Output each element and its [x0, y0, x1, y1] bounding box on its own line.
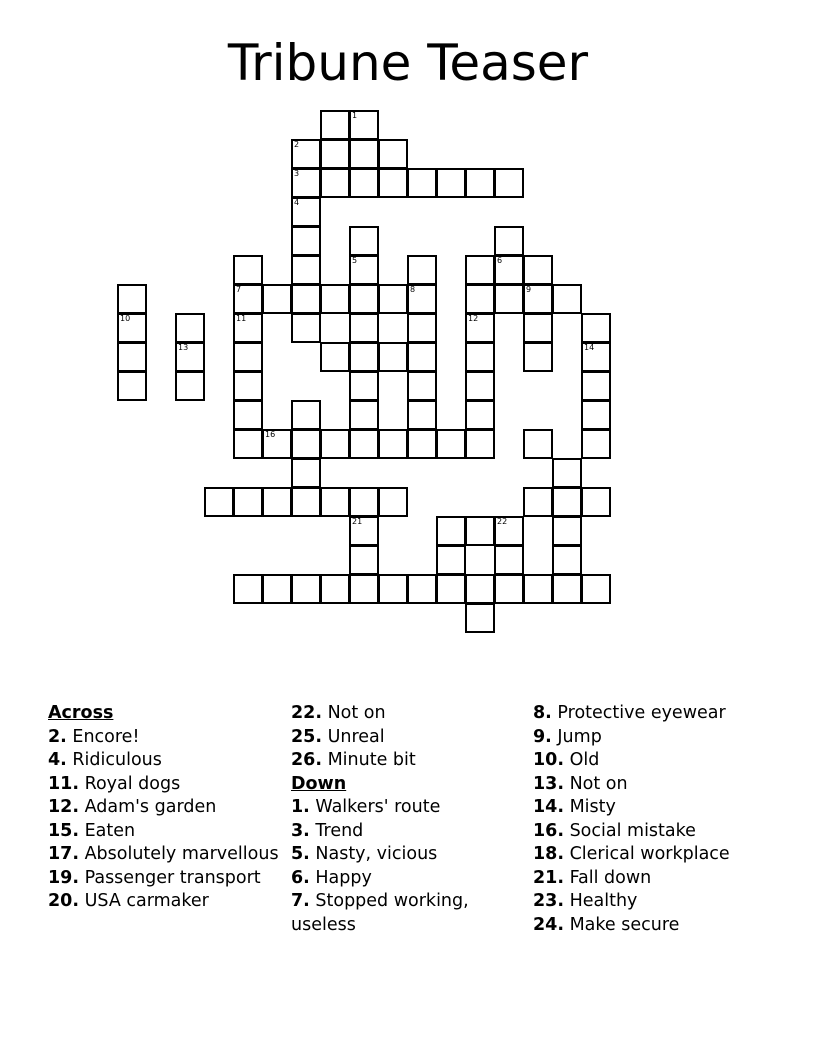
grid-cell[interactable] — [349, 516, 379, 546]
clue-item-text: Stopped working, useless — [291, 891, 469, 935]
grid-cell[interactable] — [320, 284, 350, 314]
clue-item — [48, 749, 284, 773]
clue-item-number: 26. — [291, 750, 323, 770]
clue-item-number: 14. — [533, 797, 565, 817]
grid-cell[interactable] — [581, 313, 611, 343]
clue-number: 11 — [236, 314, 247, 323]
grid-cell[interactable] — [436, 168, 466, 198]
grid-cell[interactable] — [494, 226, 524, 256]
grid-cell[interactable] — [117, 342, 147, 372]
clue-item-text: Absolutely marvellous — [79, 844, 279, 864]
clue-item — [291, 796, 527, 820]
clue-number: 13 — [178, 343, 189, 352]
clue-item-number: 8. — [533, 703, 552, 723]
grid-cell[interactable] — [291, 400, 321, 430]
grid-cell[interactable] — [407, 429, 437, 459]
clue-item-text: Walkers' route — [309, 797, 441, 817]
grid-cell[interactable] — [436, 545, 466, 575]
grid-cell[interactable] — [291, 313, 321, 343]
grid-cell[interactable] — [349, 284, 379, 314]
grid-cell[interactable] — [262, 429, 292, 459]
clue-item — [291, 726, 527, 750]
clue-item-text: Trend — [309, 820, 364, 841]
grid-cell[interactable] — [407, 371, 437, 401]
grid-cell[interactable] — [378, 429, 408, 459]
clue-item — [533, 914, 773, 938]
grid-cell[interactable] — [291, 574, 321, 604]
clue-number: 10 — [120, 314, 131, 323]
clue-number: 1 — [352, 111, 358, 120]
grid-cell[interactable] — [320, 429, 350, 459]
grid-cell[interactable] — [291, 284, 321, 314]
grid-cell[interactable] — [494, 516, 524, 546]
clue-item-text: Happy — [309, 867, 372, 888]
grid-cell[interactable] — [465, 603, 495, 633]
clue-item-number: 19. — [48, 867, 80, 888]
clue-item-number: 21. — [533, 867, 565, 888]
grid-cell[interactable] — [581, 429, 611, 459]
grid-cell[interactable] — [552, 284, 582, 314]
clue-item — [48, 843, 284, 867]
grid-cell[interactable] — [320, 110, 350, 140]
grid-cell[interactable] — [378, 487, 408, 517]
clue-item-number: 1. — [291, 797, 310, 817]
grid-cell[interactable] — [465, 429, 495, 459]
grid-cell[interactable] — [349, 313, 379, 343]
grid-cell[interactable] — [291, 226, 321, 256]
clue-item — [291, 749, 527, 773]
clue-item — [291, 867, 527, 891]
grid-cell[interactable] — [407, 400, 437, 430]
clue-item-number: 3. — [291, 820, 310, 841]
clue-item-number: 12. — [48, 797, 80, 817]
grid-cell[interactable] — [523, 429, 553, 459]
grid-cell[interactable] — [378, 342, 408, 372]
grid-cell[interactable] — [523, 313, 553, 343]
clue-item-text: Unreal — [322, 726, 385, 747]
clue-item — [48, 867, 284, 891]
clue-item-text: Not on — [322, 703, 386, 723]
grid-cell[interactable] — [233, 574, 263, 604]
grid-cell[interactable] — [117, 371, 147, 401]
grid-cell[interactable] — [262, 487, 292, 517]
clue-item — [48, 820, 284, 844]
clue-item-number: 9. — [533, 726, 552, 747]
clue-number: 22 — [497, 517, 508, 526]
grid-cell[interactable] — [320, 139, 350, 169]
clue-number: 9 — [526, 285, 532, 294]
grid-cell[interactable] — [320, 487, 350, 517]
grid-cell[interactable] — [175, 342, 205, 372]
clue-item-number: 6. — [291, 867, 310, 888]
clue-item-text: Jump — [551, 726, 602, 747]
clue-item — [291, 820, 527, 844]
clue-item-number: 23. — [533, 891, 565, 911]
clue-number: 21 — [352, 517, 363, 526]
grid-cell[interactable] — [378, 139, 408, 169]
clue-item — [48, 773, 284, 797]
clue-item-text: Protective eyewear — [551, 703, 726, 723]
grid-cell[interactable] — [233, 400, 263, 430]
clue-number: 2 — [294, 140, 300, 149]
clue-number: 14 — [584, 343, 595, 352]
clue-item-text: Social mistake — [564, 820, 696, 841]
grid-cell[interactable] — [494, 284, 524, 314]
clue-item-number: 5. — [291, 844, 310, 864]
grid-cell[interactable] — [552, 545, 582, 575]
clue-item — [48, 796, 284, 820]
clue-item — [533, 749, 773, 773]
clue-item-number: 10. — [533, 750, 565, 770]
grid-cell[interactable] — [233, 429, 263, 459]
clue-item-text: Not on — [564, 773, 628, 794]
grid-cell[interactable] — [349, 487, 379, 517]
clue-item-text: Passenger transport — [79, 867, 261, 888]
clue-item-text: Minute bit — [322, 750, 416, 770]
grid-cell[interactable] — [436, 429, 466, 459]
grid-cell[interactable] — [175, 371, 205, 401]
grid-cell[interactable] — [378, 284, 408, 314]
grid-cell[interactable] — [349, 429, 379, 459]
grid-cell[interactable] — [233, 487, 263, 517]
clue-number: 12 — [468, 314, 479, 323]
clue-number: 5 — [352, 256, 358, 265]
clue-item-text: Healthy — [564, 891, 638, 911]
grid-cell[interactable] — [581, 371, 611, 401]
grid-cell[interactable] — [407, 284, 437, 314]
grid-cell[interactable] — [465, 371, 495, 401]
grid-cell[interactable] — [552, 458, 582, 488]
grid-cell[interactable] — [465, 516, 495, 546]
clue-item-text: Clerical workplace — [564, 844, 730, 864]
grid-cell[interactable] — [465, 342, 495, 372]
grid-cell[interactable] — [523, 284, 553, 314]
grid-cell[interactable] — [465, 400, 495, 430]
clue-item-text: Make secure — [564, 914, 680, 935]
grid-cell[interactable] — [291, 255, 321, 285]
clue-item — [291, 890, 527, 937]
clue-item-text: Nasty, vicious — [309, 844, 438, 864]
clue-number: 4 — [294, 198, 300, 207]
clue-number: 6 — [497, 256, 503, 265]
clue-item-text: USA carmaker — [79, 891, 209, 911]
grid-cell[interactable] — [581, 342, 611, 372]
grid-cell[interactable] — [494, 545, 524, 575]
grid-cell[interactable] — [349, 139, 379, 169]
grid-cell[interactable] — [523, 574, 553, 604]
clue-item-text: Ridiculous — [66, 750, 162, 770]
grid-cell[interactable] — [523, 255, 553, 285]
clue-item — [533, 796, 773, 820]
clue-item — [291, 843, 527, 867]
grid-cell[interactable] — [320, 168, 350, 198]
grid-cell[interactable] — [494, 255, 524, 285]
grid-cell[interactable] — [291, 168, 321, 198]
clue-item-number: 13. — [533, 773, 565, 794]
clue-item-number: 7. — [291, 891, 310, 911]
clue-item-number: 20. — [48, 891, 80, 911]
grid-cell[interactable] — [291, 487, 321, 517]
grid-cell[interactable] — [204, 487, 234, 517]
clue-number: 8 — [410, 285, 416, 294]
clue-column-2 — [291, 702, 527, 937]
grid-cell[interactable] — [349, 400, 379, 430]
clue-item-text: Old — [564, 750, 600, 770]
clue-item-number: 15. — [48, 820, 80, 841]
clue-item — [533, 843, 773, 867]
grid-cell[interactable] — [436, 574, 466, 604]
grid-cell[interactable] — [291, 458, 321, 488]
grid-cell[interactable] — [349, 226, 379, 256]
grid-cell[interactable] — [494, 168, 524, 198]
clue-item-number: 4. — [48, 750, 67, 770]
clue-number: 16 — [265, 430, 276, 439]
grid-cell[interactable] — [349, 110, 379, 140]
grid-cell[interactable] — [349, 168, 379, 198]
section-heading: Down — [291, 773, 347, 794]
grid-cell[interactable] — [349, 574, 379, 604]
grid-cell[interactable] — [581, 487, 611, 517]
grid-cell[interactable] — [494, 574, 524, 604]
clue-column-1 — [48, 702, 284, 914]
grid-cell[interactable] — [407, 574, 437, 604]
grid-cell[interactable] — [117, 313, 147, 343]
grid-cell[interactable] — [233, 284, 263, 314]
clue-number: 7 — [236, 285, 242, 294]
clue-item-number: 18. — [533, 844, 565, 864]
clue-item-number: 24. — [533, 914, 565, 935]
clue-item-number: 11. — [48, 773, 80, 794]
clue-item-number: 22. — [291, 703, 323, 723]
grid-cell[interactable] — [320, 574, 350, 604]
clue-item — [48, 726, 284, 750]
clue-number: 3 — [294, 169, 300, 178]
grid-cell[interactable] — [320, 342, 350, 372]
grid-cell[interactable] — [291, 197, 321, 227]
grid-cell[interactable] — [465, 313, 495, 343]
clue-item-text: Misty — [564, 797, 616, 817]
clue-item — [533, 702, 773, 726]
grid-cell[interactable] — [175, 313, 205, 343]
grid-cell[interactable] — [407, 313, 437, 343]
clue-item-number: 2. — [48, 726, 67, 747]
grid-cell[interactable] — [436, 516, 466, 546]
grid-cell[interactable] — [291, 139, 321, 169]
clue-item-number: 25. — [291, 726, 323, 747]
grid-cell[interactable] — [465, 574, 495, 604]
grid-cell[interactable] — [262, 574, 292, 604]
grid-cell[interactable] — [552, 516, 582, 546]
grid-cell[interactable] — [349, 255, 379, 285]
grid-cell[interactable] — [262, 284, 292, 314]
grid-cell[interactable] — [233, 313, 263, 343]
grid-cell[interactable] — [349, 545, 379, 575]
grid-cell[interactable] — [407, 255, 437, 285]
grid-cell[interactable] — [552, 574, 582, 604]
clue-item-number: 16. — [533, 820, 565, 841]
clue-item-number: 17. — [48, 844, 80, 864]
puzzle-title: Tribune Teaser — [227, 34, 589, 92]
grid-cell[interactable] — [581, 400, 611, 430]
grid-cell[interactable] — [378, 168, 408, 198]
grid-cell[interactable] — [552, 487, 582, 517]
clue-item-text: Adam's garden — [79, 797, 217, 817]
clue-column-3 — [533, 702, 773, 937]
clue-item-text: Eaten — [79, 820, 136, 841]
grid-cell[interactable] — [523, 487, 553, 517]
section-heading: Across — [48, 703, 114, 723]
grid-cell[interactable] — [465, 284, 495, 314]
grid-cell[interactable] — [581, 574, 611, 604]
clue-item — [533, 867, 773, 891]
grid-cell[interactable] — [523, 342, 553, 372]
clue-item — [48, 890, 284, 914]
clue-item-text: Royal dogs — [79, 773, 181, 794]
grid-cell[interactable] — [349, 371, 379, 401]
clue-item — [291, 702, 527, 726]
grid-cell[interactable] — [233, 371, 263, 401]
grid-cell[interactable] — [233, 255, 263, 285]
clue-item-text: Encore! — [66, 726, 140, 747]
clue-item — [533, 820, 773, 844]
clue-item-text: Fall down — [564, 867, 652, 888]
clue-item — [533, 773, 773, 797]
grid-cell[interactable] — [465, 255, 495, 285]
clue-item — [533, 890, 773, 914]
grid-cell[interactable] — [407, 342, 437, 372]
grid-cell[interactable] — [117, 284, 147, 314]
grid-cell[interactable] — [465, 168, 495, 198]
grid-cell[interactable] — [349, 342, 379, 372]
grid-cell[interactable] — [291, 429, 321, 459]
grid-cell[interactable] — [378, 574, 408, 604]
grid-cell[interactable] — [407, 168, 437, 198]
clue-item — [533, 726, 773, 750]
grid-cell[interactable] — [233, 342, 263, 372]
